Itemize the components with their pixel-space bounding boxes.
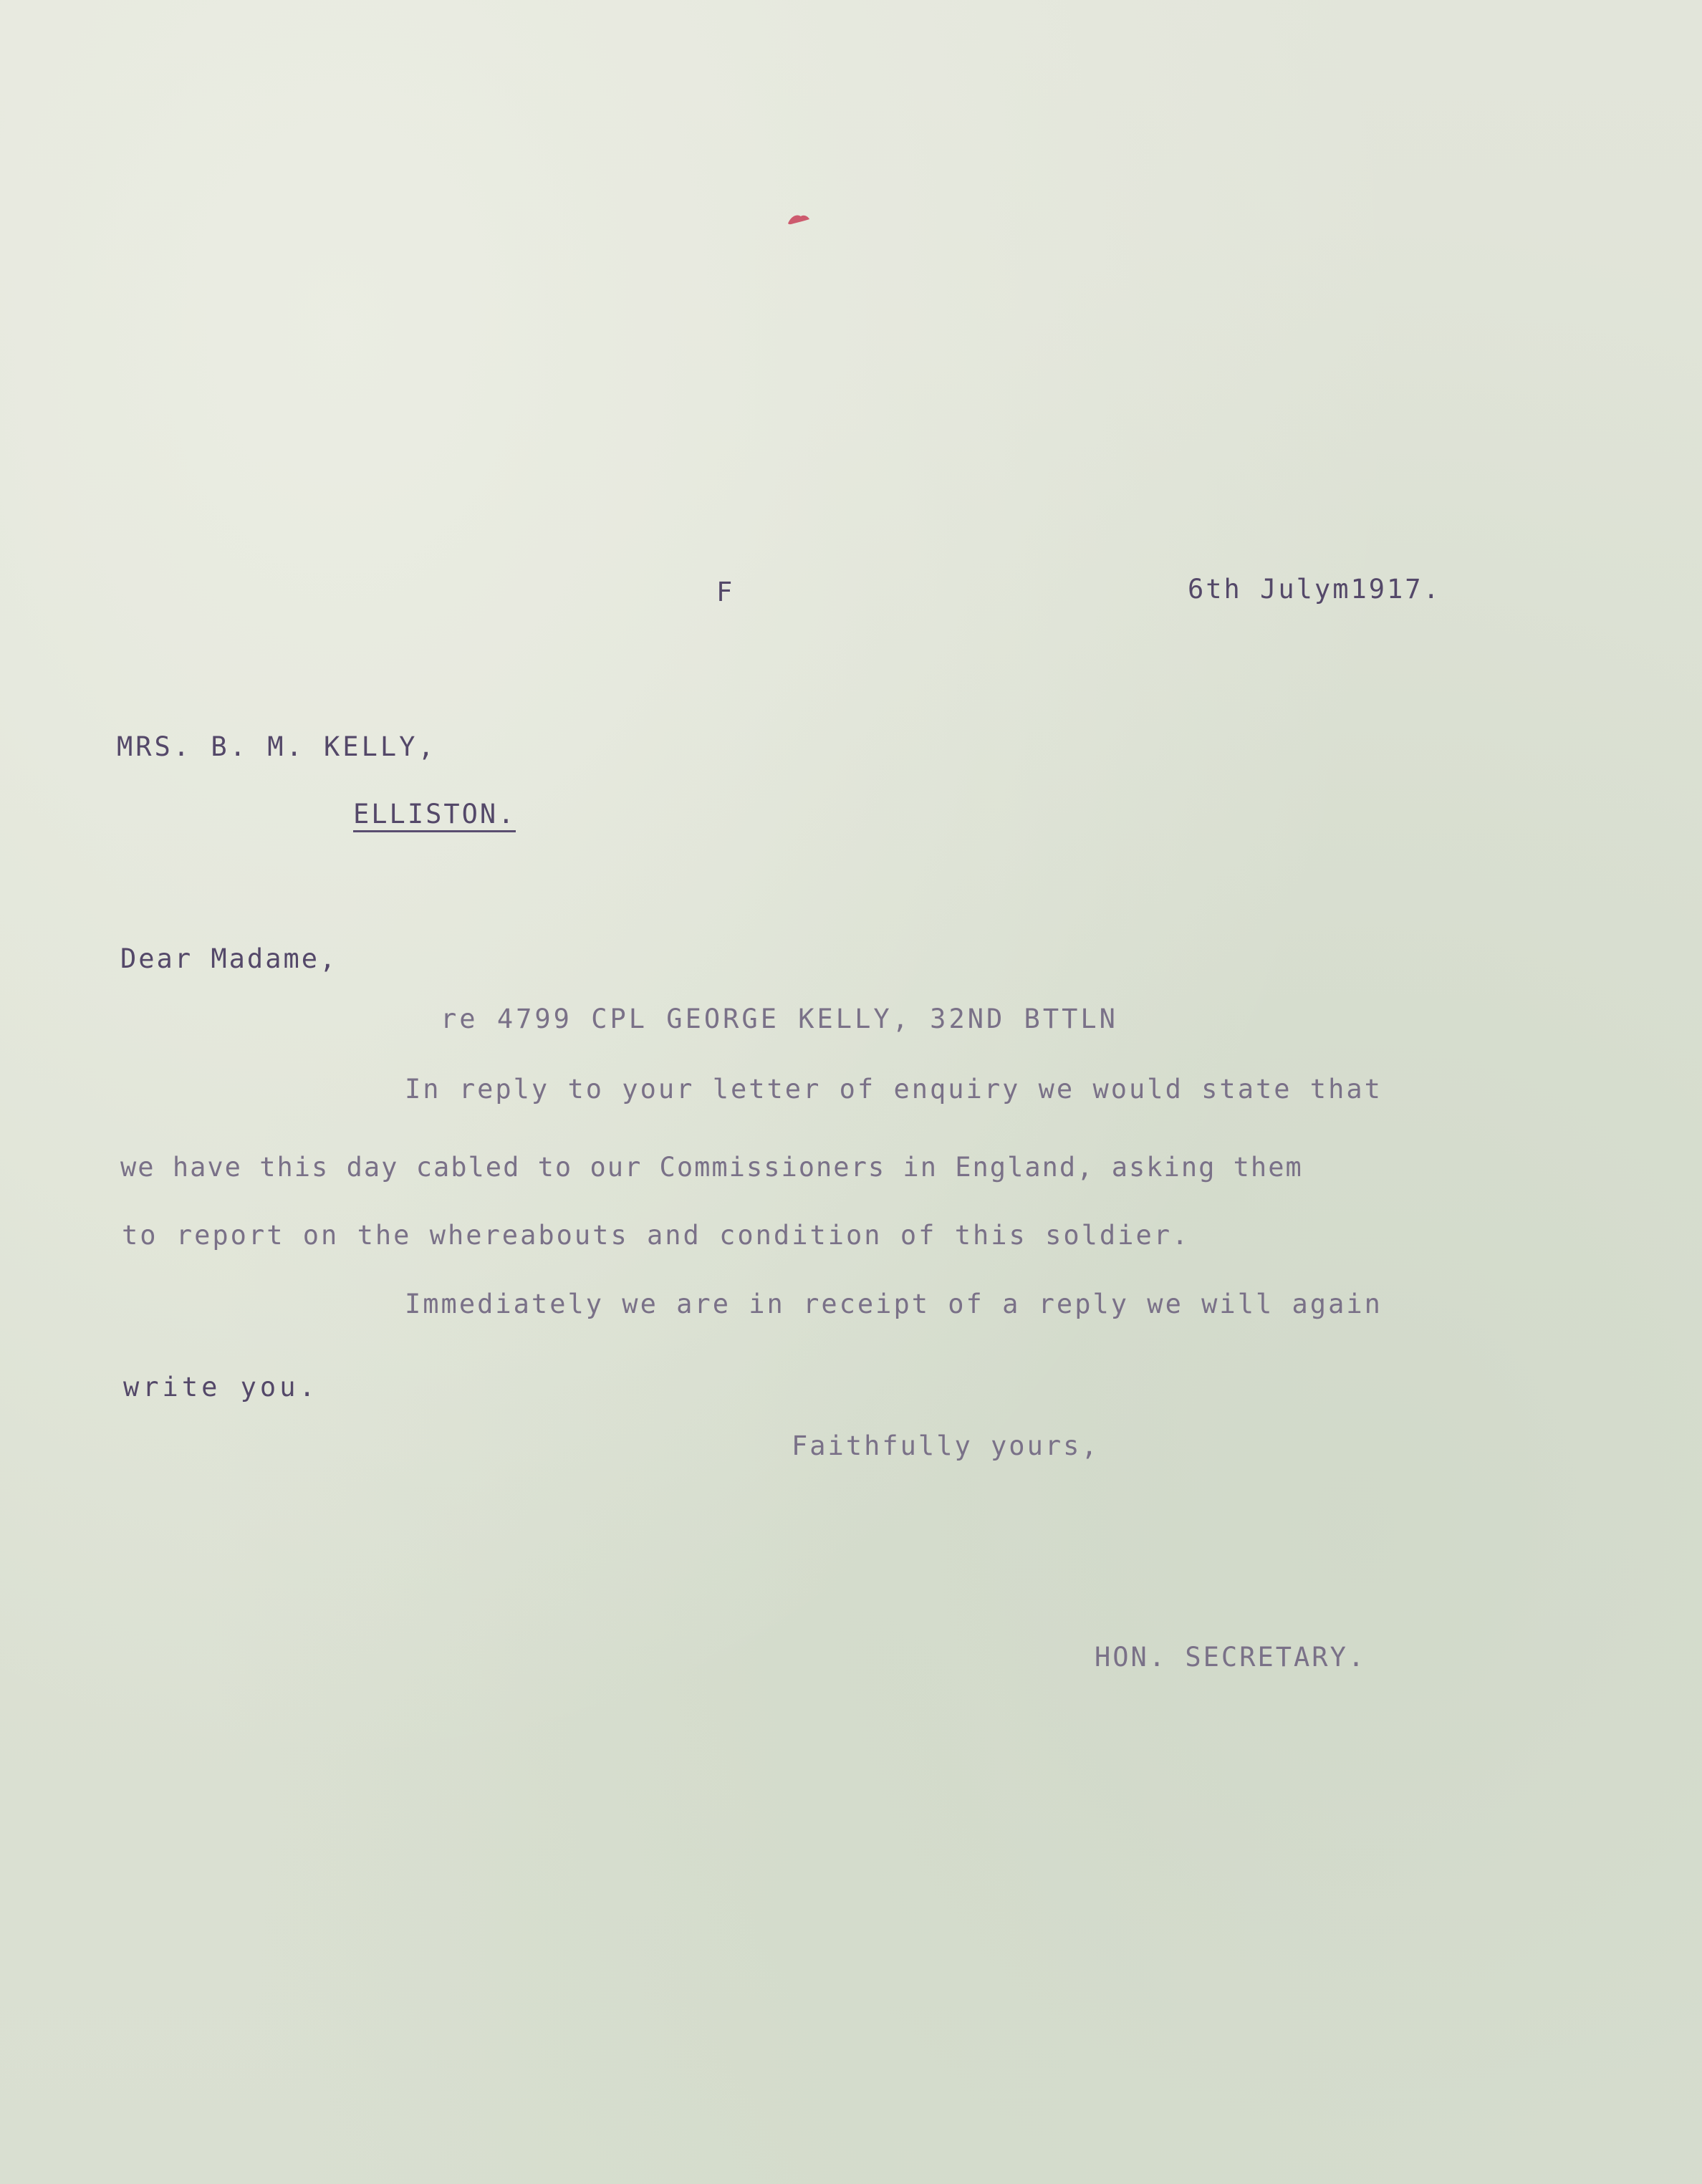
recipient-place: ELLISTON. [353,801,516,832]
letter-date: 6th Julym1917. [1188,574,1441,605]
red-ink-mark [787,212,811,226]
paragraph1-line3: to report on the whereabouts and condition of this soldier. [122,1220,1191,1251]
file-mark: F [716,577,735,607]
paragraph2-line1: Immediately we are in receipt of a reply we will again [405,1289,1383,1319]
closing: Faithfully yours, [792,1430,1100,1461]
paragraph1-line1: In reply to your letter of enquiry we would state that [405,1074,1383,1105]
recipient-name: MRS. B. M. KELLY, [117,731,437,762]
salutation: Dear Madame, [120,943,338,974]
reference-line: re 4799 CPL GEORGE KELLY, 32ND BTTLN [441,1004,1118,1034]
paragraph1-line2: we have this day cabled to our Commissioners in England, asking them [120,1152,1303,1183]
paragraph2-line2: write you. [123,1372,319,1403]
signature-title: HON. SECRETARY. [1095,1642,1367,1673]
